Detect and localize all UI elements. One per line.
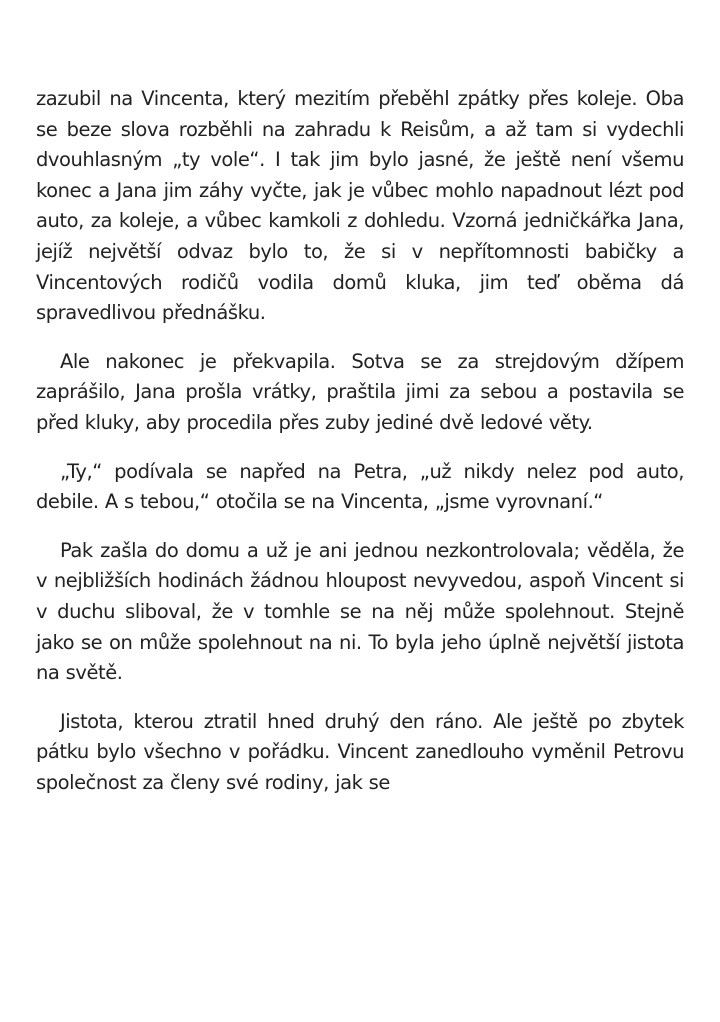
paragraph-4: Pak zašla do domu a už je ani jednou nezkontrolovala; věděla, že v nejbližších hodinách žádnou hloupost nevyvedou, aspoň Vincent si v duchu sliboval, že v tomhle se na něj může spolehnout. Stejně jako se on může spolehnout na ni. To byla jeho úplně největší jistota na světě.: [36, 538, 684, 685]
paragraph-1: zazubil na Vincenta, který mezitím přeběhl zpátky přes koleje. Oba se beze slova rozběhli na zahradu k Reisům, a až tam si vydechli dvouhlasným „ty vole“. I tak jim bylo jasné, že ještě není všemu konec a Jana jim záhy vyčte, jak je vůbec mohlo napadnout lézt pod auto, za koleje, a vůbec kamkoli z dohledu. Vzorná jedničkářka Jana, jejíž největší odvaz bylo to, že si v nepřítomnosti babičky a Vincentových rodičů vodila domů kluka, jim teď oběma dá spravedlivou přednášku.: [36, 87, 684, 325]
document-page: [36, 84, 684, 816]
paragraph-2: Ale nakonec je překvapila. Sotva se za strejdovým džípem zaprášilo, Jana prošla vrátky, praštila jimi za sebou a postavila se před kluky, aby procedila přes zuby jediné dvě ledové věty.: [36, 349, 684, 434]
paragraph-3: „Ty,“ podívala se napřed na Petra, „už nikdy nelez pod auto, debile. A s tebou,“ otočila se na Vincenta, „jsme vyrovnaní.“: [36, 459, 684, 514]
paragraph-5: Jistota, kterou ztratil hned druhý den ráno. Ale ještě po zbytek pátku bylo všechno v pořádku. Vincent zanedlouho vyměnil Petrovu společnost za členy své rodiny, jak se: [36, 709, 684, 794]
